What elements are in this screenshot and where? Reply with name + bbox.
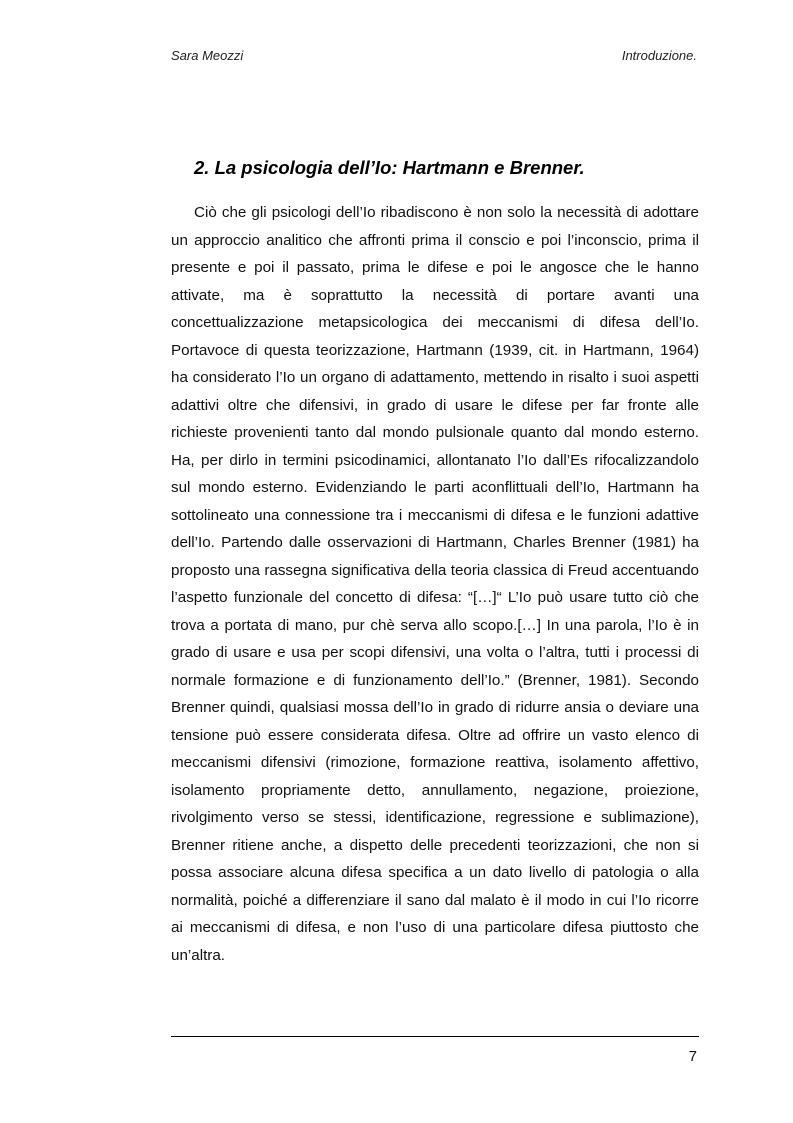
page-number: 7 <box>688 1048 697 1065</box>
footer-divider <box>171 1036 699 1037</box>
running-header-chapter: Introduzione. <box>621 48 697 63</box>
body-paragraph: Ciò che gli psicologi dell’Io ribadiscono è non solo la necessità di adottare un approccio analitico che affronti prima il conscio e poi l’inconscio, prima il presente e poi il passato, prima le difese e poi le angosce che le hanno attivate, ma è soprattutto la necessità di portare avanti una concettualizzazione metapsicologica dei meccanismi di difesa dell’Io. Portavoce di questa teorizzazione, Hartmann (1939, cit. in Hartmann, 1964) ha considerato l’Io un organo di adattamento, mettendo in risalto i suoi aspetti adattivi oltre che difensivi, in grado di usare le difese per far fronte alle richieste provenienti tanto dal mondo pulsionale quanto dal mondo esterno. Ha, per dirlo in termini psicodinamici, allontanato l’Io dall’Es rifocalizzandolo sul mondo esterno. Evidenziando le parti aconflittuali dell’Io, Hartmann ha sottolineato una connessione tra i meccanismi di difesa e le funzioni adattive dell’Io. Partendo dalle osservazioni di Hartmann, Charles Brenner (1981) ha proposto una rassegna significativa della teoria classica di Freud accentuando l’aspetto funzionale del concetto di difesa: “[…]“ L’Io può usare tutto ciò che trova a portata di mano, pur chè serva allo scopo.[…] In una parola, l’Io è in grado di usare e usa per scopi difensivi, una volta o l’altra, tutti i processi di normale formazione e di funzionamento dell’Io.” (Brenner, 1981). Secondo Brenner quindi, qualsiasi mossa dell’Io in grado di ridurre ansia o deviare una tensione può essere considerata difesa. Oltre ad offrire un vasto elenco di meccanismi difensivi (rimozione, formazione reattiva, isolamento affettivo, isolamento propriamente detto, annullamento, negazione, proiezione, rivolgimento verso se stessi, identificazione, regressione e sublimazione), Brenner ritiene anche, a dispetto delle precedenti teorizzazioni, che non si possa associare alcuna difesa specifica a un dato livello di patologia o alla normalità, poiché a differenziare il sano dal malato è il modo in cui l’Io ricorre ai meccanismi di difesa, e non l’uso di una particolare difesa piuttosto che un’altra. <box>171 204 699 964</box>
section-title: 2. La psicologia dell’Io: Hartmann e Brenner. <box>194 157 585 178</box>
running-header-author: Sara Meozzi <box>171 48 244 63</box>
